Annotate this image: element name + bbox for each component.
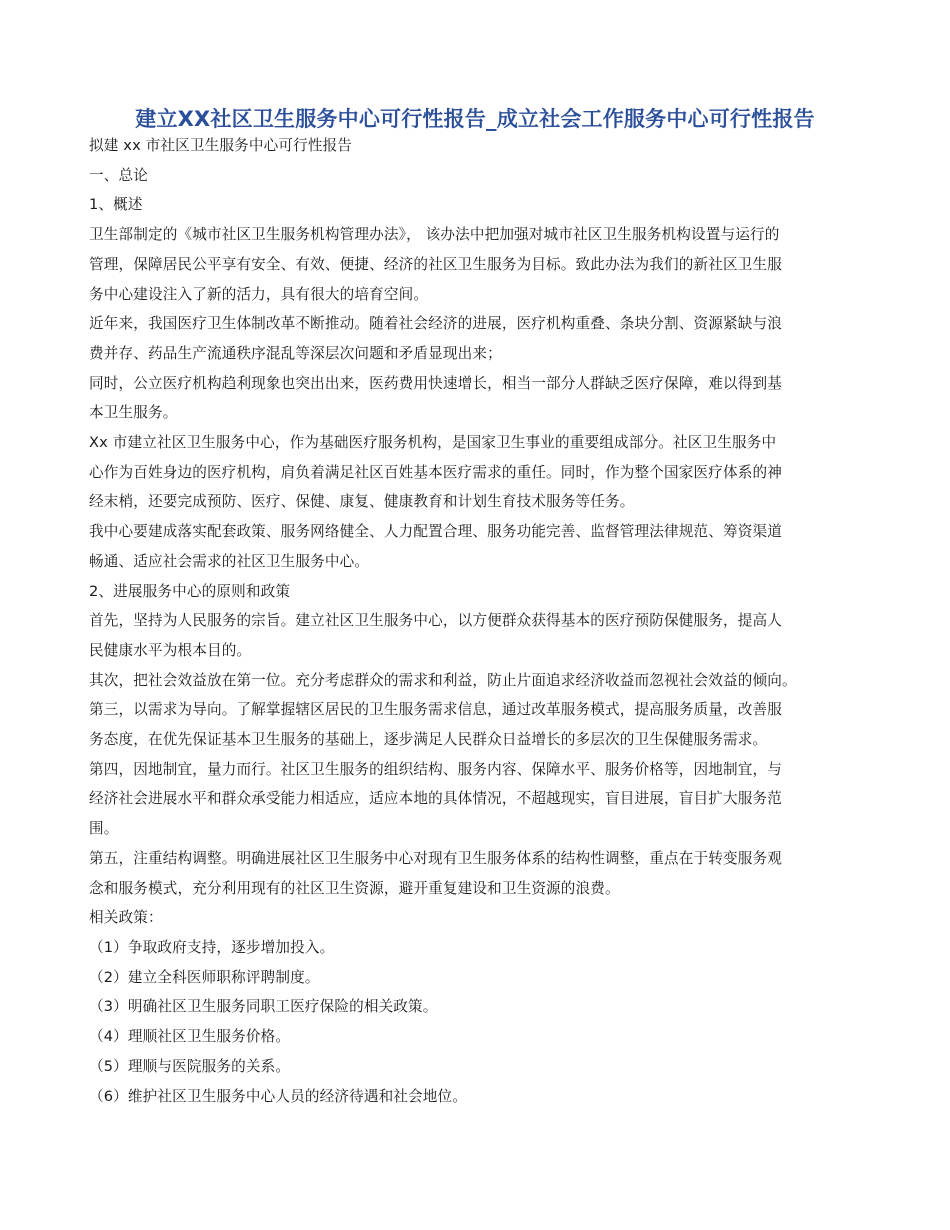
paragraph-line: 首先，坚持为人民服务的宗旨。建立社区卫生服务中心，以方便群众获得基本的医疗预防保健服务，提高人 [89, 612, 782, 630]
policy-heading: 相关政策： [89, 909, 163, 927]
paragraph-line: 经末梢，还要完成预防、医疗、保健、康复、健康教育和计划生育技术服务等任务。 [89, 493, 635, 511]
paragraph-line: 卫生部制定的《城市社区卫生服务机构管理办法》， 该办法中把加强对城市社区卫生服务机构设置与运行的 [89, 226, 780, 244]
document-title: 建立XX社区卫生服务中心可行性报告_成立社会工作服务中心可行性报告 [135, 107, 815, 131]
section-heading: 一、总论 [89, 166, 148, 184]
paragraph-line: 同时，公立医疗机构趋利现象也突出出来，医药费用快速增长，相当一部分人群缺乏医疗保障，难以得到基 [89, 374, 782, 392]
paragraph-line: 管理，保障居民公平享有安全、有效、便捷、经济的社区卫生服务为目标。致此办法为我们的新社区卫生服 [89, 255, 782, 273]
paragraph-line: 民健康水平为根本目的。 [89, 641, 252, 659]
paragraph-line: 务态度，在优先保证基本卫生服务的基础上，逐步满足人民群众日益增长的多层次的卫生保健服务需求。 [89, 731, 768, 749]
paragraph-line: 其次，把社会效益放在第一位。充分考虑群众的需求和利益，防止片面追求经济收益而忽视社会效益的倾向。 [89, 671, 797, 689]
document-body [89, 131, 864, 1111]
paragraph-line: 务中心建设注入了新的活力，具有很大的培育空间。 [89, 285, 429, 303]
policy-list-item: （3）明确社区卫生服务同职工医疗保险的相关政策。 [89, 998, 438, 1016]
policy-list-item: （2）建立全科医师职称评聘制度。 [89, 968, 320, 986]
paragraph-line: 畅通、适应社会需求的社区卫生服务中心。 [89, 552, 370, 570]
paragraph-line: 近年来，我国医疗卫生体制改革不断推动。随着社会经济的进展，医疗机构重叠、条块分割、资源紧缺与浪 [89, 315, 782, 333]
paragraph-line: Xx 市建立社区卫生服务中心，作为基础医疗服务机构，是国家卫生事业的重要组成部分。社区卫生服务中 [89, 434, 777, 452]
paragraph-line: 围。 [89, 820, 119, 838]
subsection-heading: 2、进展服务中心的原则和政策 [89, 582, 291, 600]
policy-list-item: （5）理顺与医院服务的关系。 [89, 1057, 291, 1075]
paragraph-line: 第四，因地制宜，量力而行。社区卫生服务的组织结构、服务内容、保障水平、服务价格等，因地制宜，与 [89, 760, 782, 778]
paragraph-line: 心作为百姓身边的医疗机构，肩负着满足社区百姓基本医疗需求的重任。同时，作为整个国家医疗体系的神 [89, 463, 782, 481]
paragraph-line: 本卫生服务。 [89, 404, 178, 422]
subsection-heading: 1、概述 [89, 196, 143, 214]
policy-list-item: （1）争取政府支持，逐步增加投入。 [89, 938, 335, 956]
paragraph-line: 第三，以需求为导向。了解掌握辖区居民的卫生服务需求信息，通过改革服务模式，提高服务质量，改善服 [89, 701, 782, 719]
paragraph-line: 我中心要建成落实配套政策、服务网络健全、人力配置合理、服务功能完善、监督管理法律规范、筹资渠道 [89, 523, 782, 541]
paragraph-line: 费并存、药品生产流通秩序混乱等深层次问题和矛盾显现出来； [89, 344, 502, 362]
paragraph-line: 念和服务模式，充分利用现有的社区卫生资源，避开重复建设和卫生资源的浪费。 [89, 879, 620, 897]
paragraph-line: 第五，注重结构调整。明确进展社区卫生服务中心对现有卫生服务体系的结构性调整，重点在于转变服务观 [89, 849, 782, 867]
paragraph-line: 经济社会进展水平和群众承受能力相适应，适应本地的具体情况，不超越现实，盲目进展，盲目扩大服务范 [89, 790, 782, 808]
subtitle-line: 拟建 xx 市社区卫生服务中心可行性报告 [89, 137, 353, 154]
policy-list-item: （6）维护社区卫生服务中心人员的经济待遇和社会地位。 [89, 1087, 468, 1105]
policy-list-item: （4）理顺社区卫生服务价格。 [89, 1028, 291, 1046]
